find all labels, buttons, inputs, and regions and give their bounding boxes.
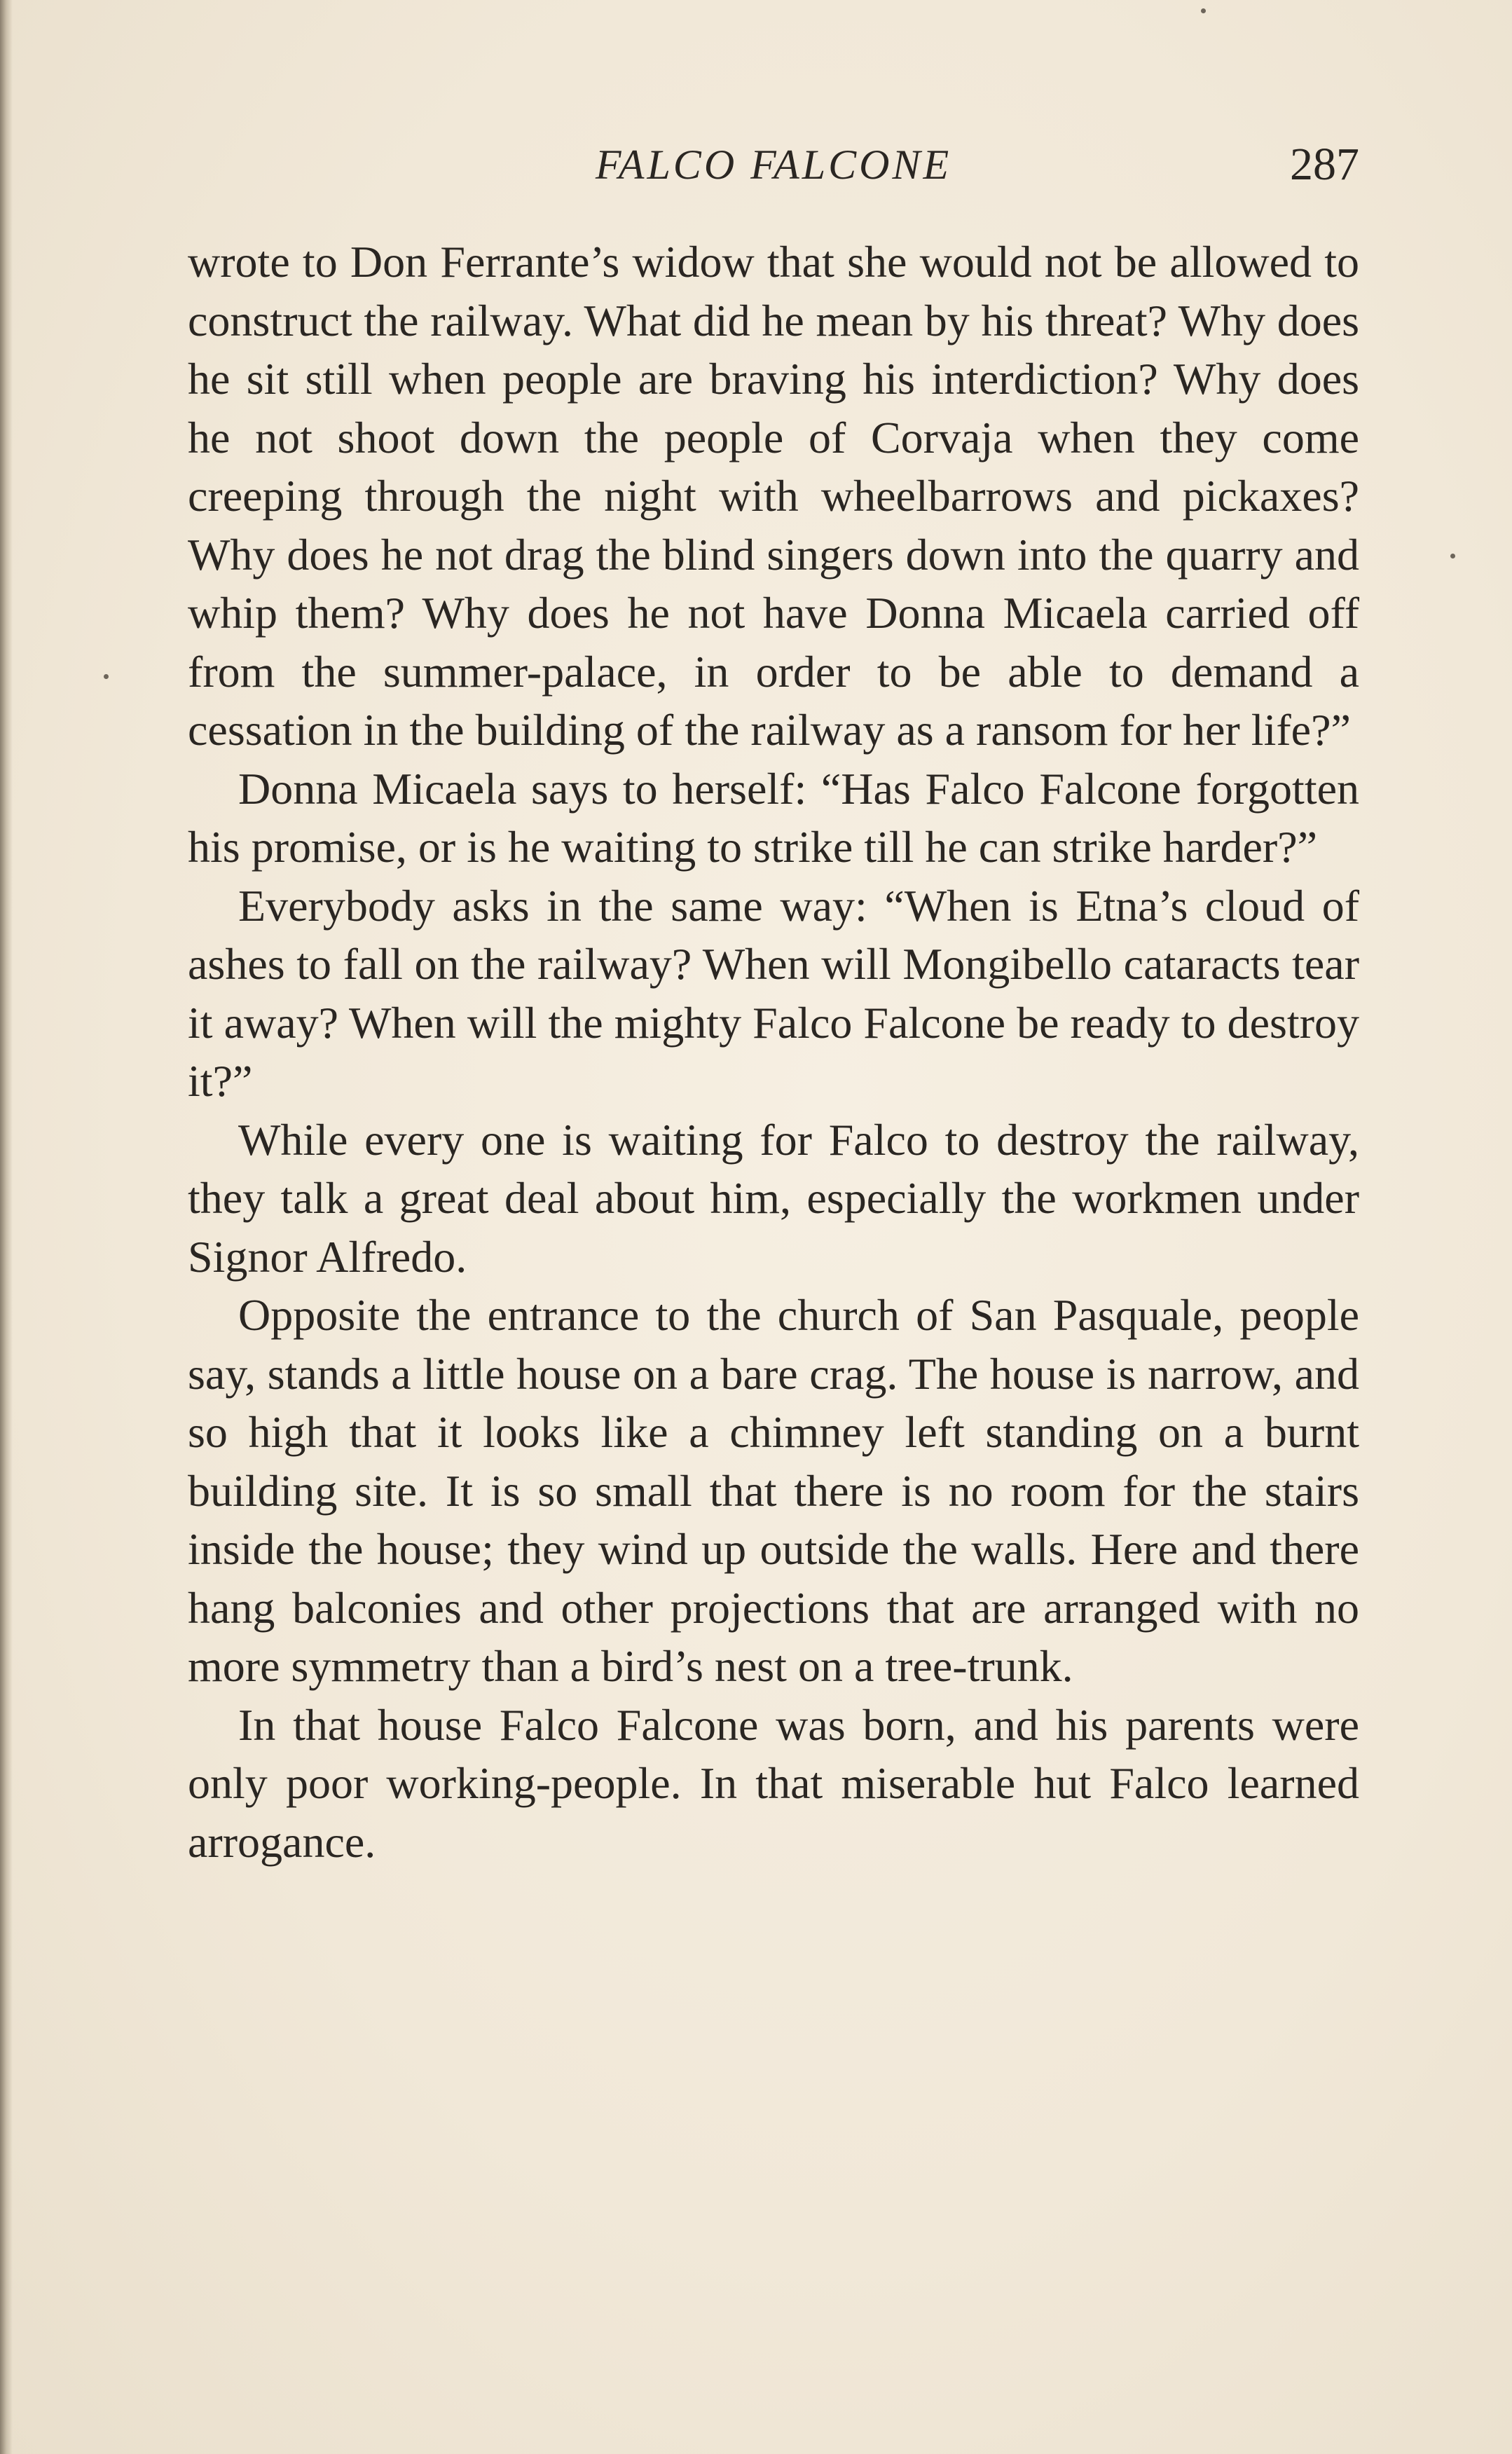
paper-speck bbox=[104, 674, 109, 679]
paragraph: Donna Micaela says to herself: “Has Falco Falcone forgotten his promise, or is he waiting to strike till he can strike harder?” bbox=[188, 763, 1359, 872]
paper-speck bbox=[1201, 8, 1206, 13]
page-binding-edge bbox=[0, 0, 13, 2454]
paragraph: wrote to Don Ferrante’s widow that she would not be allowed to construct the railway. What did he mean by his threat? Why does he sit still when people are braving his interdiction? Why does he not shoot down the people of Corvaja when they come creeping through the night with wheelbarrows and pickaxes? Why does he not drag the blind singers down into the quarry and whip them? Why does he not have Donna Micaela carried off from the summer-palace, in order to be able to demand a cessation in the building of the railway as a ransom for her life?” bbox=[188, 237, 1359, 755]
paragraph: In that house Falco Falcone was born, and his parents were only poor working-people. In that miserable hut Falco learned arrogance. bbox=[188, 1699, 1359, 1867]
paragraph: While every one is waiting for Falco to destroy the railway, they talk a great deal about him, especially the workmen under Signor Alfredo. bbox=[188, 1114, 1359, 1282]
paragraph: Everybody asks in the same way: “When is Etna’s cloud of ashes to fall on the railway? When will Mongibello cataracts tear it away? When will the mighty Falco Falcone be ready to destroy it?” bbox=[188, 880, 1359, 1106]
paragraph: Opposite the entrance to the church of San Pasquale, people say, stands a little house on a bare crag. The house is narrow, and so high that it looks like a chimney left standing on a burnt building site. It is so small that there is no room for the stairs inside the house; they wind up outside the walls. Here and there hang balconies and other projections that are arranged with no more symmetry than a bird’s nest on a tree-trunk. bbox=[188, 1290, 1359, 1691]
running-title: FALCO FALCONE bbox=[595, 142, 952, 188]
body-text bbox=[188, 233, 1359, 1871]
paper-speck bbox=[1450, 554, 1455, 558]
page-header bbox=[188, 133, 1359, 196]
page-number: 287 bbox=[1290, 139, 1359, 190]
